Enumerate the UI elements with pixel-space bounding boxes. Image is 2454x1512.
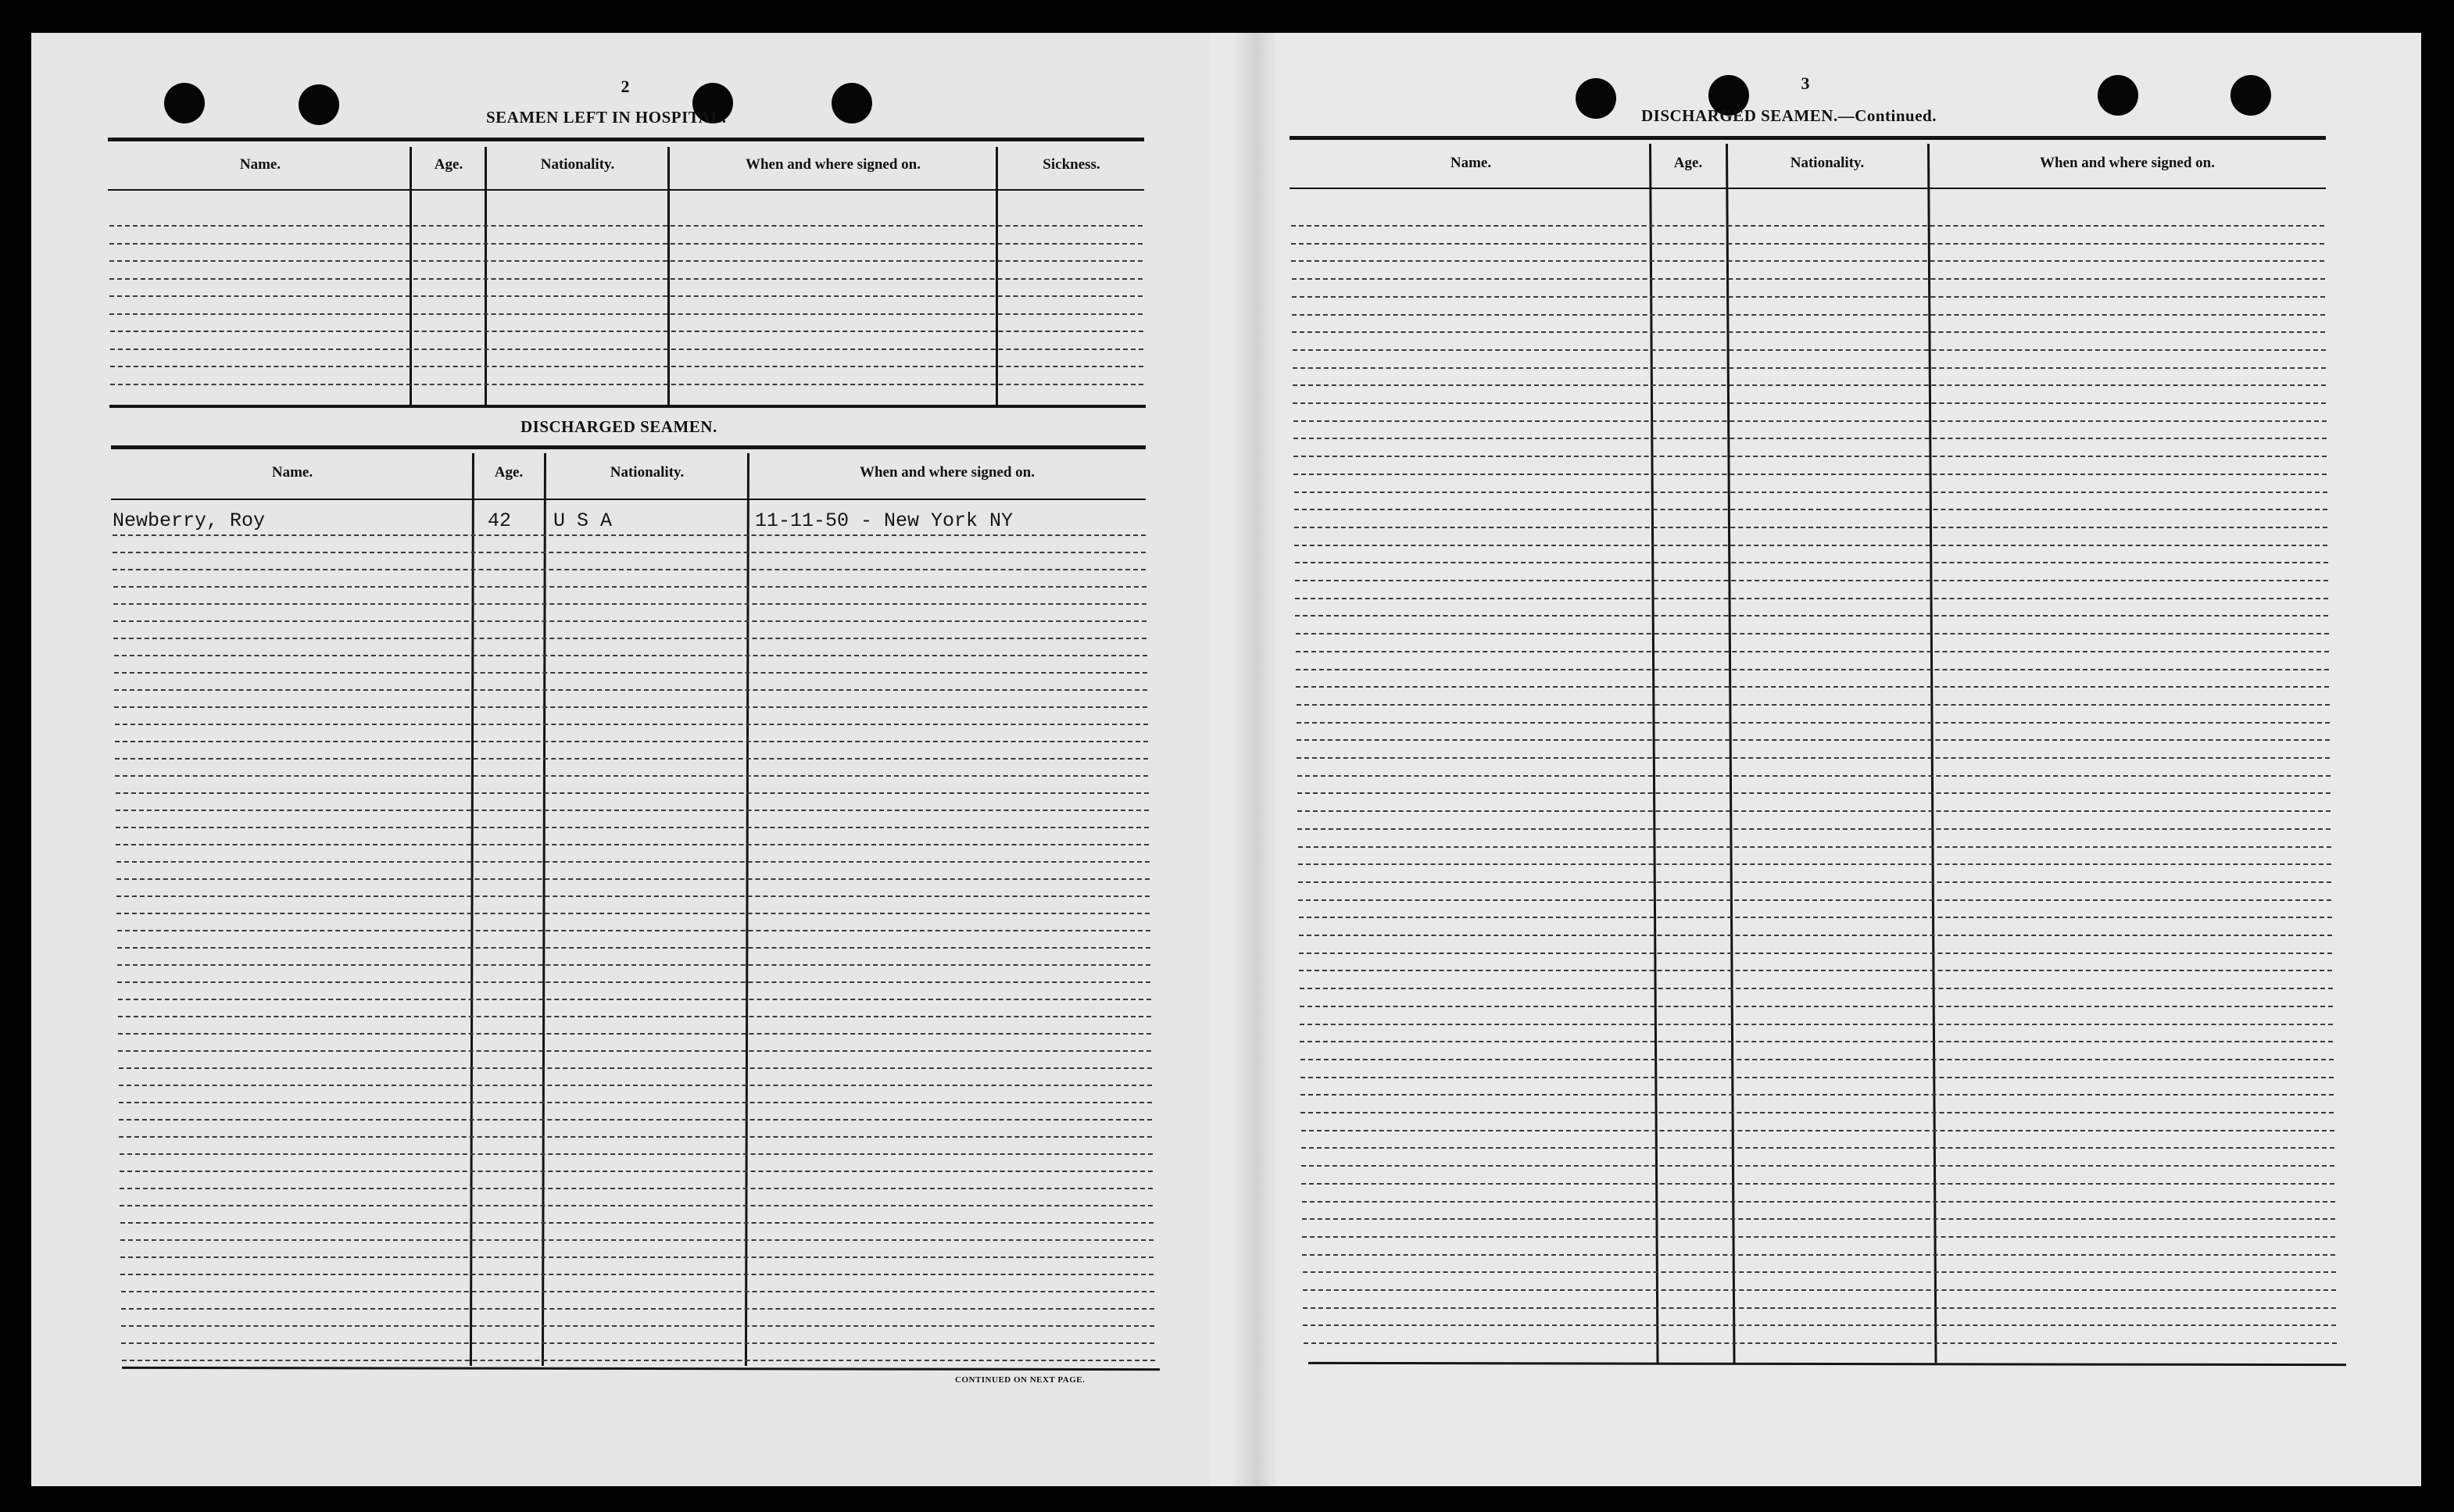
ruled-line (1298, 863, 2331, 865)
ruled-line (1301, 1130, 2334, 1131)
ruled-line (1300, 1006, 2333, 1007)
punch-hole (2098, 75, 2138, 116)
ruled-line (1300, 988, 2333, 989)
ruled-line (113, 638, 1147, 639)
hospital-col-sickness: Sickness. (1043, 156, 1100, 173)
row-nationality: U S A (553, 509, 613, 532)
ruled-line (121, 1291, 1154, 1292)
punch-hole (2230, 75, 2271, 116)
ruled-line (119, 1119, 1152, 1121)
ruled-line (119, 1102, 1152, 1103)
page-number-right: 3 (1801, 73, 1810, 93)
punch-hole (1576, 78, 1616, 119)
ruled-line (1291, 260, 2324, 262)
ruled-line (116, 861, 1150, 863)
ruled-line (1294, 545, 2327, 546)
hospital-col-age: Age. (434, 156, 463, 173)
ruled-line (1303, 1271, 2336, 1273)
ruled-line (1294, 527, 2327, 528)
ruled-line (1304, 1342, 2337, 1344)
page-number-left: 2 (621, 77, 630, 96)
ruled-line (113, 620, 1147, 622)
ruled-line (114, 655, 1147, 656)
ruled-line (116, 913, 1150, 914)
ruled-line (120, 1188, 1153, 1189)
ruled-line (1303, 1289, 2336, 1291)
hospital-table-bottom-rule (109, 405, 1146, 408)
ruled-line (109, 313, 1143, 315)
ruled-line (117, 947, 1150, 949)
ruled-line (1300, 1041, 2333, 1042)
ruled-line (120, 1171, 1153, 1172)
right-header-rule (1290, 188, 2326, 189)
row-signed-on: 11-11-50 - New York NY (755, 509, 1014, 532)
ruled-line (113, 534, 1146, 536)
ruled-line (1299, 953, 2332, 954)
right-section-title: DISCHARGED SEAMEN.—Continued. (1641, 106, 1937, 125)
punch-hole (164, 83, 205, 123)
right-col-name: Name. (1450, 155, 1492, 171)
ruled-line (1297, 739, 2330, 741)
ruled-line (1291, 225, 2324, 227)
ruled-line (1291, 243, 2324, 245)
ruled-line (115, 775, 1148, 777)
ruled-line (118, 1050, 1151, 1052)
ruled-line (119, 1136, 1152, 1138)
ruled-line (1293, 349, 2326, 351)
ruled-line (1298, 846, 2331, 848)
right-table-top-rule (1290, 136, 2326, 140)
ruled-line (116, 895, 1150, 897)
ruled-line (114, 689, 1147, 691)
ruled-line (115, 741, 1148, 742)
ruled-line (1294, 491, 2327, 493)
discharged-col-name: Name. (271, 464, 313, 481)
ruled-line (1293, 384, 2326, 386)
ruled-line (113, 569, 1146, 570)
ruled-line (113, 552, 1146, 553)
ruled-line (121, 1325, 1154, 1327)
ruled-line (1296, 686, 2329, 688)
ruled-line (120, 1239, 1154, 1241)
ruled-line (119, 1067, 1152, 1069)
ruled-line (116, 844, 1149, 845)
ruled-line (1297, 775, 2331, 777)
ruled-line (1302, 1201, 2335, 1203)
ruled-line (1301, 1147, 2334, 1149)
discharged-table-top-rule (111, 445, 1146, 449)
row-name: Newberry, Roy (113, 509, 266, 532)
ruled-line (1297, 722, 2330, 724)
ruled-line (1293, 456, 2327, 457)
ruled-line (1292, 331, 2325, 333)
right-col-age: Age. (1673, 155, 1703, 171)
ruled-line (1294, 509, 2327, 510)
hospital-col-signed-on: When and where signed on. (745, 156, 921, 173)
row-age: 42 (488, 509, 512, 532)
right-col-nationality: Nationality. (1790, 155, 1865, 171)
punch-hole (832, 83, 872, 123)
hospital-header-rule (108, 189, 1144, 191)
ruled-line (1293, 367, 2326, 369)
ruled-line (1300, 1059, 2334, 1060)
ruled-line (1297, 828, 2331, 830)
ruled-line (1297, 757, 2330, 759)
ruled-line (1299, 970, 2332, 971)
ruled-line (116, 792, 1149, 794)
ruled-line (120, 1256, 1154, 1258)
ruled-line (120, 1274, 1154, 1275)
left-page (31, 33, 1241, 1486)
ruled-line (1297, 704, 2330, 706)
page-fold (1231, 33, 1278, 1486)
ruled-line (1295, 562, 2328, 563)
ruled-line (1296, 633, 2329, 634)
discharged-col-signed-on: When and where signed on. (859, 464, 1035, 481)
ruled-line (121, 1342, 1154, 1344)
hospital-col-name: Name. (239, 156, 281, 173)
ruled-line (1293, 474, 2327, 475)
ruled-line (1297, 792, 2331, 794)
ruled-line (1299, 935, 2332, 936)
ruled-line (110, 349, 1143, 350)
ruled-line (1302, 1236, 2335, 1238)
ruled-line (1302, 1254, 2335, 1256)
ruled-line (110, 384, 1143, 385)
ruled-line (113, 586, 1147, 588)
ruled-line (116, 810, 1149, 811)
ruled-line (1296, 651, 2329, 652)
ruled-line (114, 672, 1147, 674)
ruled-line (1300, 1077, 2334, 1078)
ruled-line (116, 878, 1150, 880)
ruled-line (1295, 615, 2328, 617)
ruled-line (1293, 402, 2326, 404)
ruled-line (109, 295, 1143, 297)
ruled-line (1300, 1024, 2333, 1025)
ruled-line (117, 930, 1150, 931)
continued-note: CONTINUED ON NEXT PAGE. (955, 1375, 1086, 1385)
ruled-line (1293, 438, 2327, 439)
right-col-signed-on: When and where signed on. (2039, 155, 2215, 171)
ruled-line (1301, 1183, 2334, 1185)
ruled-line (1295, 580, 2328, 581)
ruled-line (116, 827, 1149, 828)
ruled-line (1295, 598, 2328, 599)
ruled-line (118, 1033, 1151, 1035)
ruled-line (1302, 1218, 2335, 1220)
ruled-line (1292, 296, 2325, 298)
ruled-line (120, 1222, 1154, 1224)
ruled-line (120, 1153, 1153, 1155)
hospital-col-nationality: Nationality. (540, 156, 615, 173)
ruled-line (121, 1308, 1154, 1310)
ruled-line (1301, 1165, 2334, 1167)
ruled-line (1303, 1307, 2336, 1309)
ruled-line (1299, 917, 2332, 918)
ruled-line (113, 603, 1147, 605)
ruled-line (117, 981, 1150, 983)
ruled-line (120, 1205, 1153, 1206)
ruled-line (118, 999, 1151, 1000)
ruled-line (109, 260, 1143, 262)
ruled-line (1298, 881, 2331, 883)
ruled-line (1293, 420, 2327, 422)
ruled-line (109, 243, 1143, 245)
ruled-line (1297, 810, 2331, 812)
discharged-col-nationality: Nationality. (610, 464, 685, 481)
ruled-line (1300, 1094, 2334, 1096)
ruled-line (122, 1360, 1155, 1361)
ruled-line (1298, 899, 2331, 901)
ruled-line (115, 724, 1148, 725)
ruled-line (117, 964, 1150, 966)
ruled-line (119, 1085, 1152, 1086)
ruled-line (1292, 278, 2325, 280)
ruled-line (110, 366, 1143, 367)
ruled-line (1303, 1324, 2336, 1326)
right-page (1210, 33, 2421, 1486)
discharged-header-rule (111, 499, 1146, 500)
ruled-line (118, 1016, 1151, 1017)
hospital-table-top-rule (108, 138, 1144, 141)
ruled-line (115, 758, 1148, 760)
ruled-line (1292, 314, 2325, 316)
hospital-section-title: SEAMEN LEFT IN HOSPITAL. (486, 108, 727, 127)
ruled-line (1296, 669, 2329, 670)
discharged-section-title: DISCHARGED SEAMEN. (520, 417, 717, 436)
punch-hole (299, 84, 339, 125)
ruled-line (109, 225, 1143, 227)
ruled-line (109, 278, 1143, 280)
ruled-line (110, 331, 1143, 332)
ruled-line (1300, 1112, 2334, 1113)
discharged-col-age: Age. (494, 464, 524, 481)
ruled-line (114, 706, 1147, 708)
